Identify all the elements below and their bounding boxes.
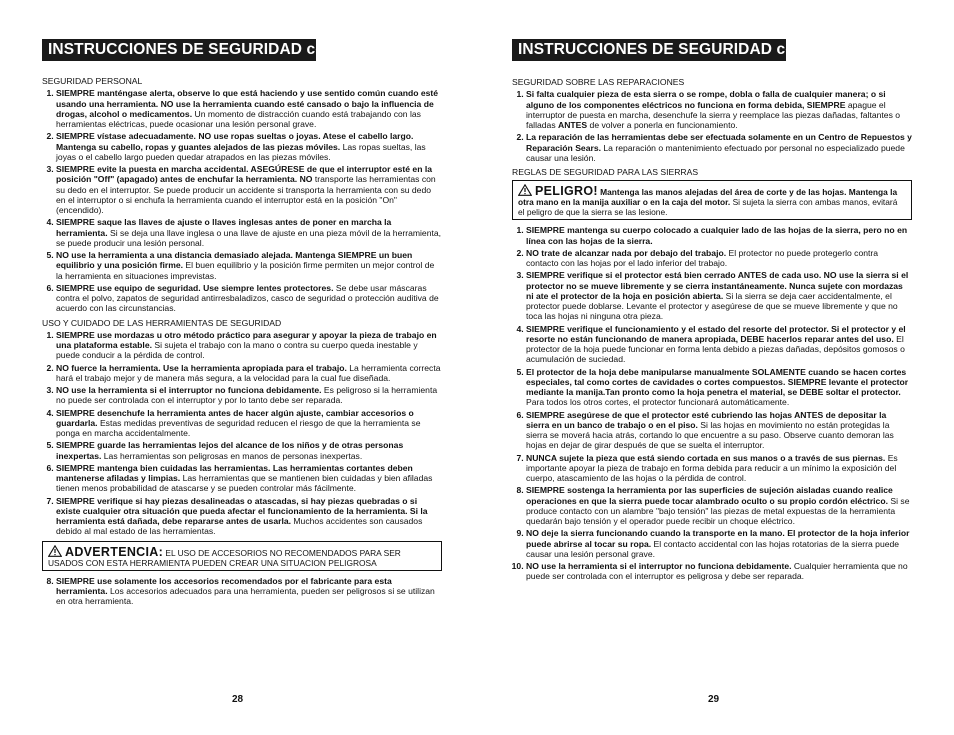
item-text: Si se produce contacto con un alambre "bajo tensión" las piezas de metal expuestas de la herramienta quedarán bajo tensión y el operador puede recibir un choque eléctrico.	[526, 495, 910, 526]
item-bold: ANTES	[558, 120, 588, 130]
item-bold: SIEMPRE vístase adecuadamente. NO use ropas sueltas o joyas. Atese el cabello largo. Mantenga su cabello, ropas y guantes alejados de las piezas móviles.	[56, 131, 414, 152]
repair-safety-heading: SEGURIDAD SOBRE LAS REPARACIONES	[512, 77, 685, 87]
item-bold: SIEMPRE manténgase alerta, observe lo que está haciendo y use sentido común cuando esté usando una herramienta. NO use la herramienta cuando esté cansado o bajo la influencia de drogas, alcohol o medicamentos.	[56, 88, 439, 119]
item-text: El protector no puede protegerlo contra contacto con las hojas por el lado inferior del trabajo.	[526, 247, 879, 268]
list-item	[56, 440, 442, 461]
item-text: La reparación o mantenimiento efectuado por personal no especializado puede causar una lesión.	[526, 142, 905, 163]
list-item	[56, 463, 442, 494]
item-bold: NO trate de alcanzar nada por debajo del trabajo.	[526, 247, 727, 258]
item-text: Se debe usar máscaras contra el polvo, zapatos de seguridad antirresbaladizos, casco de seguridad o protección auditiva de acuerdo con las circunstancias.	[56, 282, 439, 314]
item-text: apague el interruptor de puesta en marcha, desenchufe la sierra y reemplace las piezas dañadas, faltantes o falladas	[526, 99, 901, 130]
list-item	[526, 248, 912, 269]
left-content	[42, 76, 442, 610]
item-text: Un momento de distracción cuando está trabajando con las herramientas eléctricas, puede ocasionar una lesión personal grave.	[56, 108, 421, 129]
list-item	[56, 88, 442, 129]
item-text: transporte las herramientas con su dedo en el interruptor. Se puede producir un accidente si transporta la herramienta con su dedo en el interruptor o si enchufa la herramienta cuando el interruptor está en la posición "On" (encendido).	[56, 174, 436, 215]
item-text: Si las hojas en movimiento no están protegidas la sierra se moverá hacia atrás, cortando lo que encuentre a su paso. Observe cuanto demoran las hojas en dejar de girar después de que se suelta el interruptor.	[526, 419, 894, 451]
item-bold: NO use la herramienta si el interruptor no funciona debidamente.	[56, 385, 322, 395]
personal-safety-heading: SEGURIDAD PERSONAL	[42, 76, 143, 86]
tool-use-list	[42, 330, 442, 537]
page-number: 29	[708, 694, 720, 705]
item-text: Si se deja una llave inglesa o una llave de ajuste en una pieza móvil de la herramienta, se puede producir una lesión personal.	[56, 227, 442, 248]
item-bold: SIEMPRE saque las llaves de ajuste o llaves inglesas antes de poner en marcha la herramienta.	[56, 217, 392, 238]
list-item	[526, 367, 912, 408]
list-item	[56, 496, 442, 537]
peligro-box	[512, 180, 912, 220]
list-item	[56, 408, 442, 439]
item-text: Es peligroso si la herramienta no puede ser controlada con el interruptor y por lo tanto debe ser reparada.	[56, 385, 438, 406]
warning-triangle-icon	[48, 545, 62, 557]
advertencia-box	[42, 541, 442, 571]
saw-rules-heading: REGLAS DE SEGURIDAD PARA LAS SIERRAS	[512, 167, 699, 177]
item-text: Para todos los otros cortes, el protector funcionará automáticamente.	[526, 397, 790, 408]
item-text: El contacto accidental con las hojas rotatorias de la sierra puede causar una lesión personal grave.	[526, 538, 900, 559]
tool-use-heading: USO Y CUIDADO DE LAS HERRAMIENTAS DE SEGURIDAD	[42, 317, 282, 328]
page-number: 28	[232, 694, 244, 705]
item-text: Las ropas sueltas, las joyas o el cabello largo pueden quedar atrapados en las piezas móviles.	[56, 141, 426, 162]
item-text: de volver a ponerla en funcionamiento.	[587, 120, 738, 130]
advertencia-text: EL USO DE ACCESORIOS NO RECOMENDADOS PARA SER USADOS CON ESTA HERRAMIENTA PUEDEN CREAR UNA SITUACION PELIGROSA	[48, 547, 401, 568]
personal-safety-list	[42, 88, 442, 313]
repair-safety-list	[512, 89, 912, 163]
item-text: El buen equilibrio y la posición firme permiten un mejor control de la herramienta en situaciones imprevistas.	[56, 260, 435, 281]
item-text: La herramienta correcta hará el trabajo mejor y de manera más segura, a la velocidad para la cual fue diseñada.	[56, 362, 441, 383]
list-item	[56, 385, 442, 406]
item-text: Muchos accidentes son causados debido al mal estado de las herramientas.	[56, 516, 423, 537]
item-bold: NUNCA sujete la pieza que está siendo cortada en sus manos o a través de sus piernas.	[526, 452, 886, 463]
right-content	[512, 77, 912, 586]
right-banner: INSTRUCCIONES DE SEGURIDAD cont.	[512, 39, 786, 61]
item-bold: El protector de la hoja debe manipularse manualmente SOLAMENTE cuando se hacen cortes especiales, tal como cortes de cavidades o cortes compuestos. SIEMPRE levante el protector mediante la manija.Tan pronto como la hoja penetra el material, se DEBE soltar el protector.	[526, 366, 909, 397]
item-bold: Si falta cualquier pieza de esta sierra o se rompe, dobla o falla de cualquier manera; o si alguno de los componentes eléctricos no funciona en forma debida, SIEMPRE	[526, 89, 886, 110]
left-page	[42, 0, 442, 735]
item-bold: SIEMPRE use mordazas u otro método práctico para asegurar y apoyar la pieza de trabajo en una plataforma estable.	[56, 329, 437, 350]
list-item	[526, 132, 912, 163]
item-bold: SIEMPRE sostenga la herramienta por las superficies de sujeción aisladas cuando realice operaciones en que la sierra puede tocar alambrado oculto o su propio cordón eléctrico.	[526, 485, 893, 506]
item-text: Si sujeta el trabajo con la mano o contra su cuerpo queda inestable y puede conducir a la pérdida de control.	[56, 340, 418, 361]
list-item	[526, 89, 912, 130]
item-bold: SIEMPRE mantenga su cuerpo colocado a cualquier lado de las hojas de la sierra, pero no en línea con las hojas de la sierra.	[526, 225, 908, 246]
item-bold: SIEMPRE use solamente los accesorios recomendados por el fabricante para esta herramienta.	[56, 575, 392, 596]
warning-triangle-icon	[518, 184, 532, 196]
item-text: Estas medidas preventivas de seguridad reducen el riesgo de que la herramienta se ponga en marcha accidentalmente.	[56, 417, 421, 438]
item-bold: SIEMPRE desenchufe la herramienta antes de hacer algún ajuste, cambiar accesorios o guardarla.	[56, 407, 414, 428]
item-bold: SIEMPRE verifique si hay piezas desalineadas o atascadas, si hay piezas quebradas o si existe cualquier otra situación que pueda afectar el funcionamiento de la herramienta. Si la herramienta está dañada, debe repararse antes de usarla.	[56, 495, 428, 526]
list-item	[56, 330, 442, 361]
advertencia-label: ADVERTENCIA:	[65, 544, 164, 559]
right-page	[512, 0, 912, 735]
list-item	[526, 561, 912, 582]
item-bold: NO use la herramienta si el interruptor no funciona debidamente.	[526, 561, 792, 571]
item-bold: SIEMPRE guarde las herramientas lejos del alcance de los niños y de otras personas inexpertas.	[56, 440, 404, 461]
list-item	[56, 131, 442, 162]
item-text: Si la sierra se deja caer accidentalmente, el protector puede doblarse. Levante el protector y asegúrese de que se mueve libremente y que no toca las hojas ni ninguna otra pieza.	[526, 290, 898, 322]
peligro-label: PELIGRO!	[535, 184, 598, 199]
item-bold: La reparación de las herramientas debe ser efectuada solamente en un Centro de Repuestos y Reparación Sears.	[526, 132, 912, 153]
item-bold: SIEMPRE verifique si el protector está bien cerrado ANTES de cada uso. NO use la sierra si el protector no se mueve libremente y se cierra instantáneamente. Nunca sujete con mordazas ni ate el protector de la hoja en posición abierta.	[526, 270, 909, 301]
list-item	[56, 283, 442, 314]
list-item	[526, 453, 912, 484]
item8-list	[42, 576, 442, 607]
item-bold: SIEMPRE use equipo de seguridad. Use siempre lentes protectores.	[56, 282, 334, 293]
item-text: El protector de la hoja puede funcionar en forma lenta debido a piezas dañadas, depósitos gomosos o acumulación de suciedad.	[526, 333, 905, 365]
item-text: Las herramientas son peligrosas en manos de personas inexpertas.	[101, 450, 363, 461]
item-text: Las herramientas que se mantienen bien cuidadas y bien afiladas tienen menos probabilidad de atascarse y se pueden controlar más fácilmente.	[56, 473, 433, 494]
list-item	[56, 576, 442, 607]
list-item	[56, 164, 442, 215]
peligro-text: Si sujeta la sierra con ambas manos, evitará el peligro de que la sierra se las lesione.	[518, 197, 898, 218]
item-text: Es importante apoyar la pieza de trabajo en forma debida para reducir a un mínimo la exposición del cuerpo, atascamiento de las hojas o la pérdida de control.	[526, 452, 898, 483]
list-item	[56, 217, 442, 248]
peligro-bold: Mantenga las manos alejadas del área de corte y de las hojas. Mantenga la otra mano en la manija auxiliar o en la caja del motor.	[518, 187, 898, 208]
left-banner: INSTRUCCIONES DE SEGURIDAD cont.	[42, 39, 316, 61]
list-item	[526, 528, 912, 559]
item-bold: NO deje la sierra funcionando cuando la transporte en la mano. El protector de la hoja inferior puede abrirse al tocar su ropa.	[526, 528, 910, 549]
item-bold: SIEMPRE mantenga bien cuidadas las herramientas. Las herramientas cortantes deben mantenerse afiladas y limpias.	[56, 462, 413, 483]
item-bold: NO use la herramienta a una distancia demasiado alejada. Mantenga SIEMPRE un buen equilibrio y una posición firme.	[56, 250, 413, 271]
item-bold: SIEMPRE evite la puesta en marcha accidental. ASEGÚRESE de que el interruptor esté en la posición "Off" (apagado) antes de enchufar la herramienta. NO	[56, 164, 433, 185]
item-text: Los accesorios adecuados para una herramienta, pueden ser peligrosos si se utilizan en otra herramienta.	[56, 585, 435, 606]
list-item	[526, 270, 912, 321]
item-bold: SIEMPRE asegúrese de que el protector esté cubriendo las hojas ANTES de depositar la sierra en un banco de trabajo o en el piso.	[526, 409, 887, 430]
list-item	[526, 324, 912, 365]
list-item	[526, 485, 912, 526]
list-item	[526, 410, 912, 451]
item-text: Cualquier herramienta que no puede ser controlada con el interruptor es peligrosa y debe ser reparada.	[526, 561, 908, 582]
item-bold: NO fuerce la herramienta. Use la herramienta apropiada para el trabajo.	[56, 362, 347, 373]
list-item	[526, 225, 912, 246]
saw-rules-list	[512, 225, 912, 581]
list-item	[56, 250, 442, 281]
item-bold: SIEMPRE verifique el funcionamiento y el estado del resorte del protector. Si el protector y el resorte no están funcionando de manera apropiada, DEBE hacerlos reparar antes del uso.	[526, 323, 906, 344]
list-item	[56, 363, 442, 384]
